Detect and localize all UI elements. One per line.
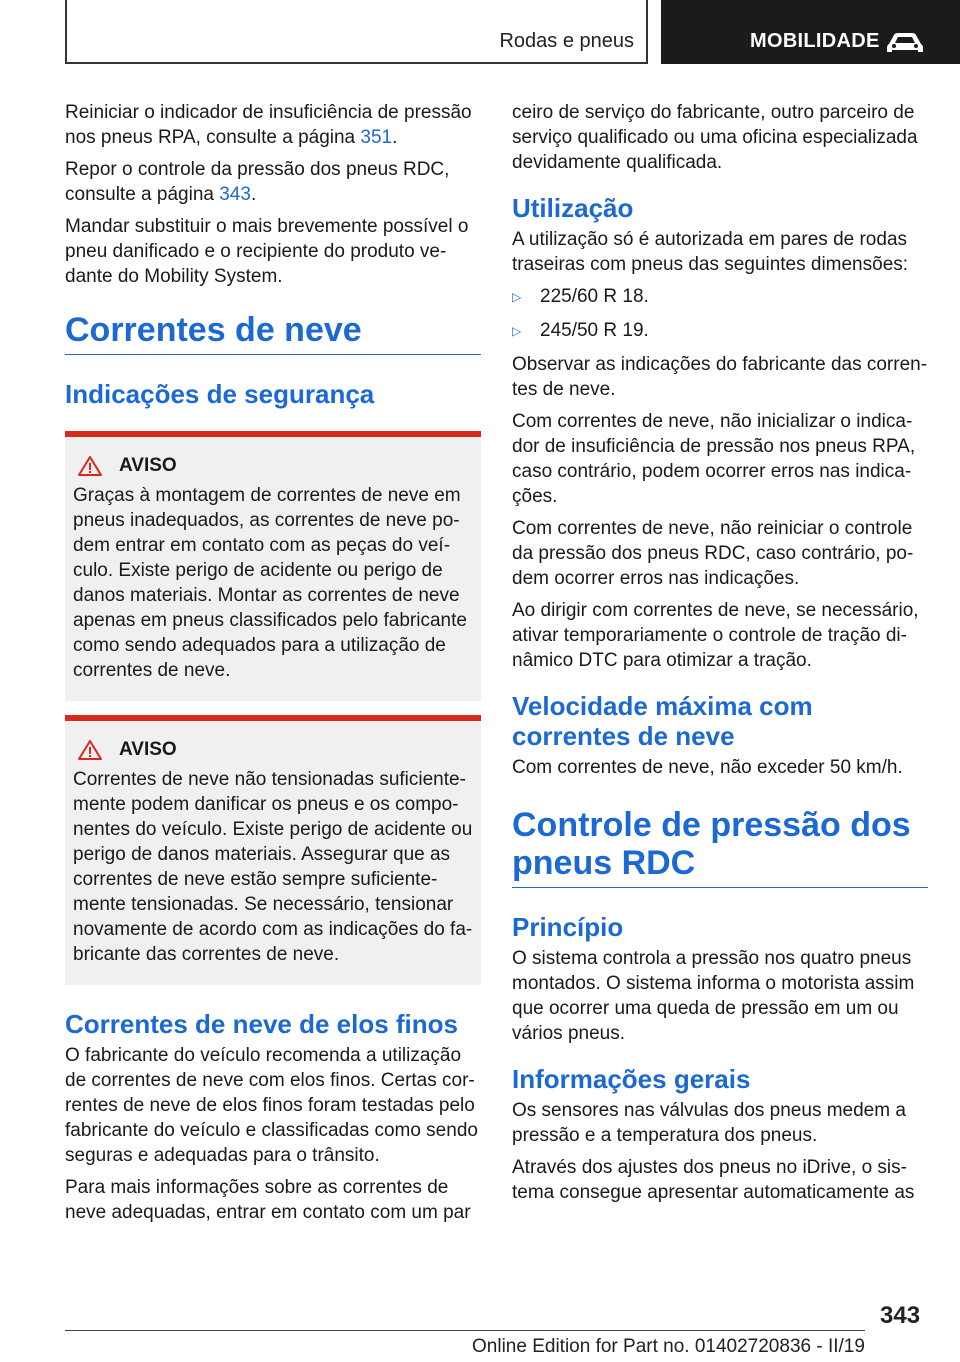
- tire-size-list: [512, 284, 928, 344]
- intro-paragraph-rdc: Repor o controle da pressão dos pneus RDC, consulte a página 343.: [65, 159, 450, 205]
- triangle-bullet-icon: ▷: [512, 290, 522, 304]
- principle-paragraph: O sistema controla a pressão nos quatro pneus montados. O sistema informa o motorista assim que ocorrer uma queda de pressão em um ou vários pneus.: [512, 948, 915, 1044]
- heading-fine-link-chains: Correntes de neve de elos finos: [65, 1009, 459, 1039]
- chapter-title: Rodas e pneus: [499, 30, 634, 52]
- usage-paragraph-2: Observar as indicações do fabricante das correntes de neve.: [512, 354, 928, 400]
- triangle-bullet-icon: ▷: [512, 324, 522, 338]
- warning-triangle-icon: [77, 455, 103, 477]
- heading-general-info: Informações gerais: [512, 1064, 751, 1094]
- warning-text: Correntes de neve não tensionadas suficientemente podem danificar os pneus e os componentes do veículo. Existe perigo de acidente ou perigo de danos materiais. Assegurar que as correntes de neve estão sempre suficientemente tensionadas. Se necessário, tensionar novamente de acordo com as indicações do fabricante das correntes de neve.: [73, 769, 473, 965]
- warning-title: AVISO: [119, 455, 177, 476]
- heading-usage: Utilização: [512, 193, 634, 223]
- usage-paragraph-4: Com correntes de neve, não reiniciar o controle da pressão dos pneus RDC, caso contrário, podem ocorrer erros nas indicações.: [512, 518, 914, 589]
- warning-box-2: [65, 715, 481, 985]
- header-chapter-box: [65, 0, 648, 64]
- warning-title: AVISO: [119, 739, 177, 760]
- footer-divider: [65, 1330, 865, 1331]
- car-icon: [885, 29, 925, 55]
- heading-safety: Indicações de segurança: [65, 379, 375, 409]
- fine-chains-paragraph-2: Para mais informações sobre as correntes de neve adequadas, entrar em contato com um par: [65, 1177, 471, 1223]
- page-link-343[interactable]: 343: [219, 184, 251, 205]
- right-column: [512, 100, 928, 1212]
- heading-snow-chains: Correntes de neve: [65, 311, 481, 355]
- list-item: ▷ 225/60 R 18.: [512, 284, 928, 310]
- heading-principle: Princípio: [512, 912, 624, 942]
- heading-rdc: Controle de pressão dos pneus RDC: [512, 806, 928, 888]
- warning-box-1: [65, 431, 481, 701]
- intro-paragraph-replace: Mandar substituir o mais brevemente possível o pneu danificado e o recipiente do produto vedante do Mobility System.: [65, 216, 469, 287]
- continued-paragraph: ceiro de serviço do fabricante, outro parceiro de serviço qualificado ou uma oficina especializada devidamente qualificada.: [512, 102, 918, 173]
- list-item: ▷ 245/50 R 19.: [512, 318, 928, 344]
- general-paragraph-2: Através dos ajustes dos pneus no iDrive, o sistema consegue apresentar automaticamente as: [512, 1157, 915, 1203]
- fine-chains-paragraph-1: O fabricante do veículo recomenda a utilização de correntes de neve com elos finos. Certas correntes de neve de elos finos foram testadas pelo fabricante do veículo e classificadas como sendo seguras e adequadas para o trânsito.: [65, 1045, 478, 1166]
- warning-text: Graças à montagem de correntes de neve em pneus inadequados, as correntes de neve podem entrar em contato com as peças do veículo. Existe perigo de acidente ou perigo de danos materiais. Montar as correntes de neve apenas em pneus classificados pelo fabricante como sendo adequados para a utilização de correntes de neve.: [73, 485, 467, 681]
- warning-triangle-icon: [77, 739, 103, 761]
- general-paragraph-1: Os sensores nas válvulas dos pneus medem a pressão e a temperatura dos pneus.: [512, 1100, 906, 1146]
- usage-paragraph-5: Ao dirigir com correntes de neve, se necessário, ativar temporariamente o controle de tração dinâmico DTC para otimizar a tração.: [512, 600, 919, 671]
- page-number: 343: [880, 1302, 921, 1329]
- header-section-box: [661, 0, 960, 64]
- speed-paragraph: Com correntes de neve, não exceder 50 km/h.: [512, 757, 903, 778]
- heading-max-speed: Velocidade máxima com correntes de neve: [512, 691, 813, 751]
- left-column: [65, 100, 481, 1232]
- footer-edition: Online Edition for Part no. 01402720836 - II/19: [472, 1336, 865, 1357]
- intro-paragraph-rpa: Reiniciar o indicador de insuficiência de pressão nos pneus RPA, consulte a página 351.: [65, 102, 472, 148]
- usage-paragraph-3: Com correntes de neve, não inicializar o indicador de insuficiência de pressão nos pneus RPA, caso contrário, podem ocorrer erros nas indicações.: [512, 411, 916, 507]
- page-link-351[interactable]: 351: [360, 127, 393, 148]
- section-title: MOBILIDADE: [750, 30, 880, 52]
- usage-paragraph-1: A utilização só é autorizada em pares de rodas traseiras com pneus das seguintes dimensões:: [512, 229, 909, 275]
